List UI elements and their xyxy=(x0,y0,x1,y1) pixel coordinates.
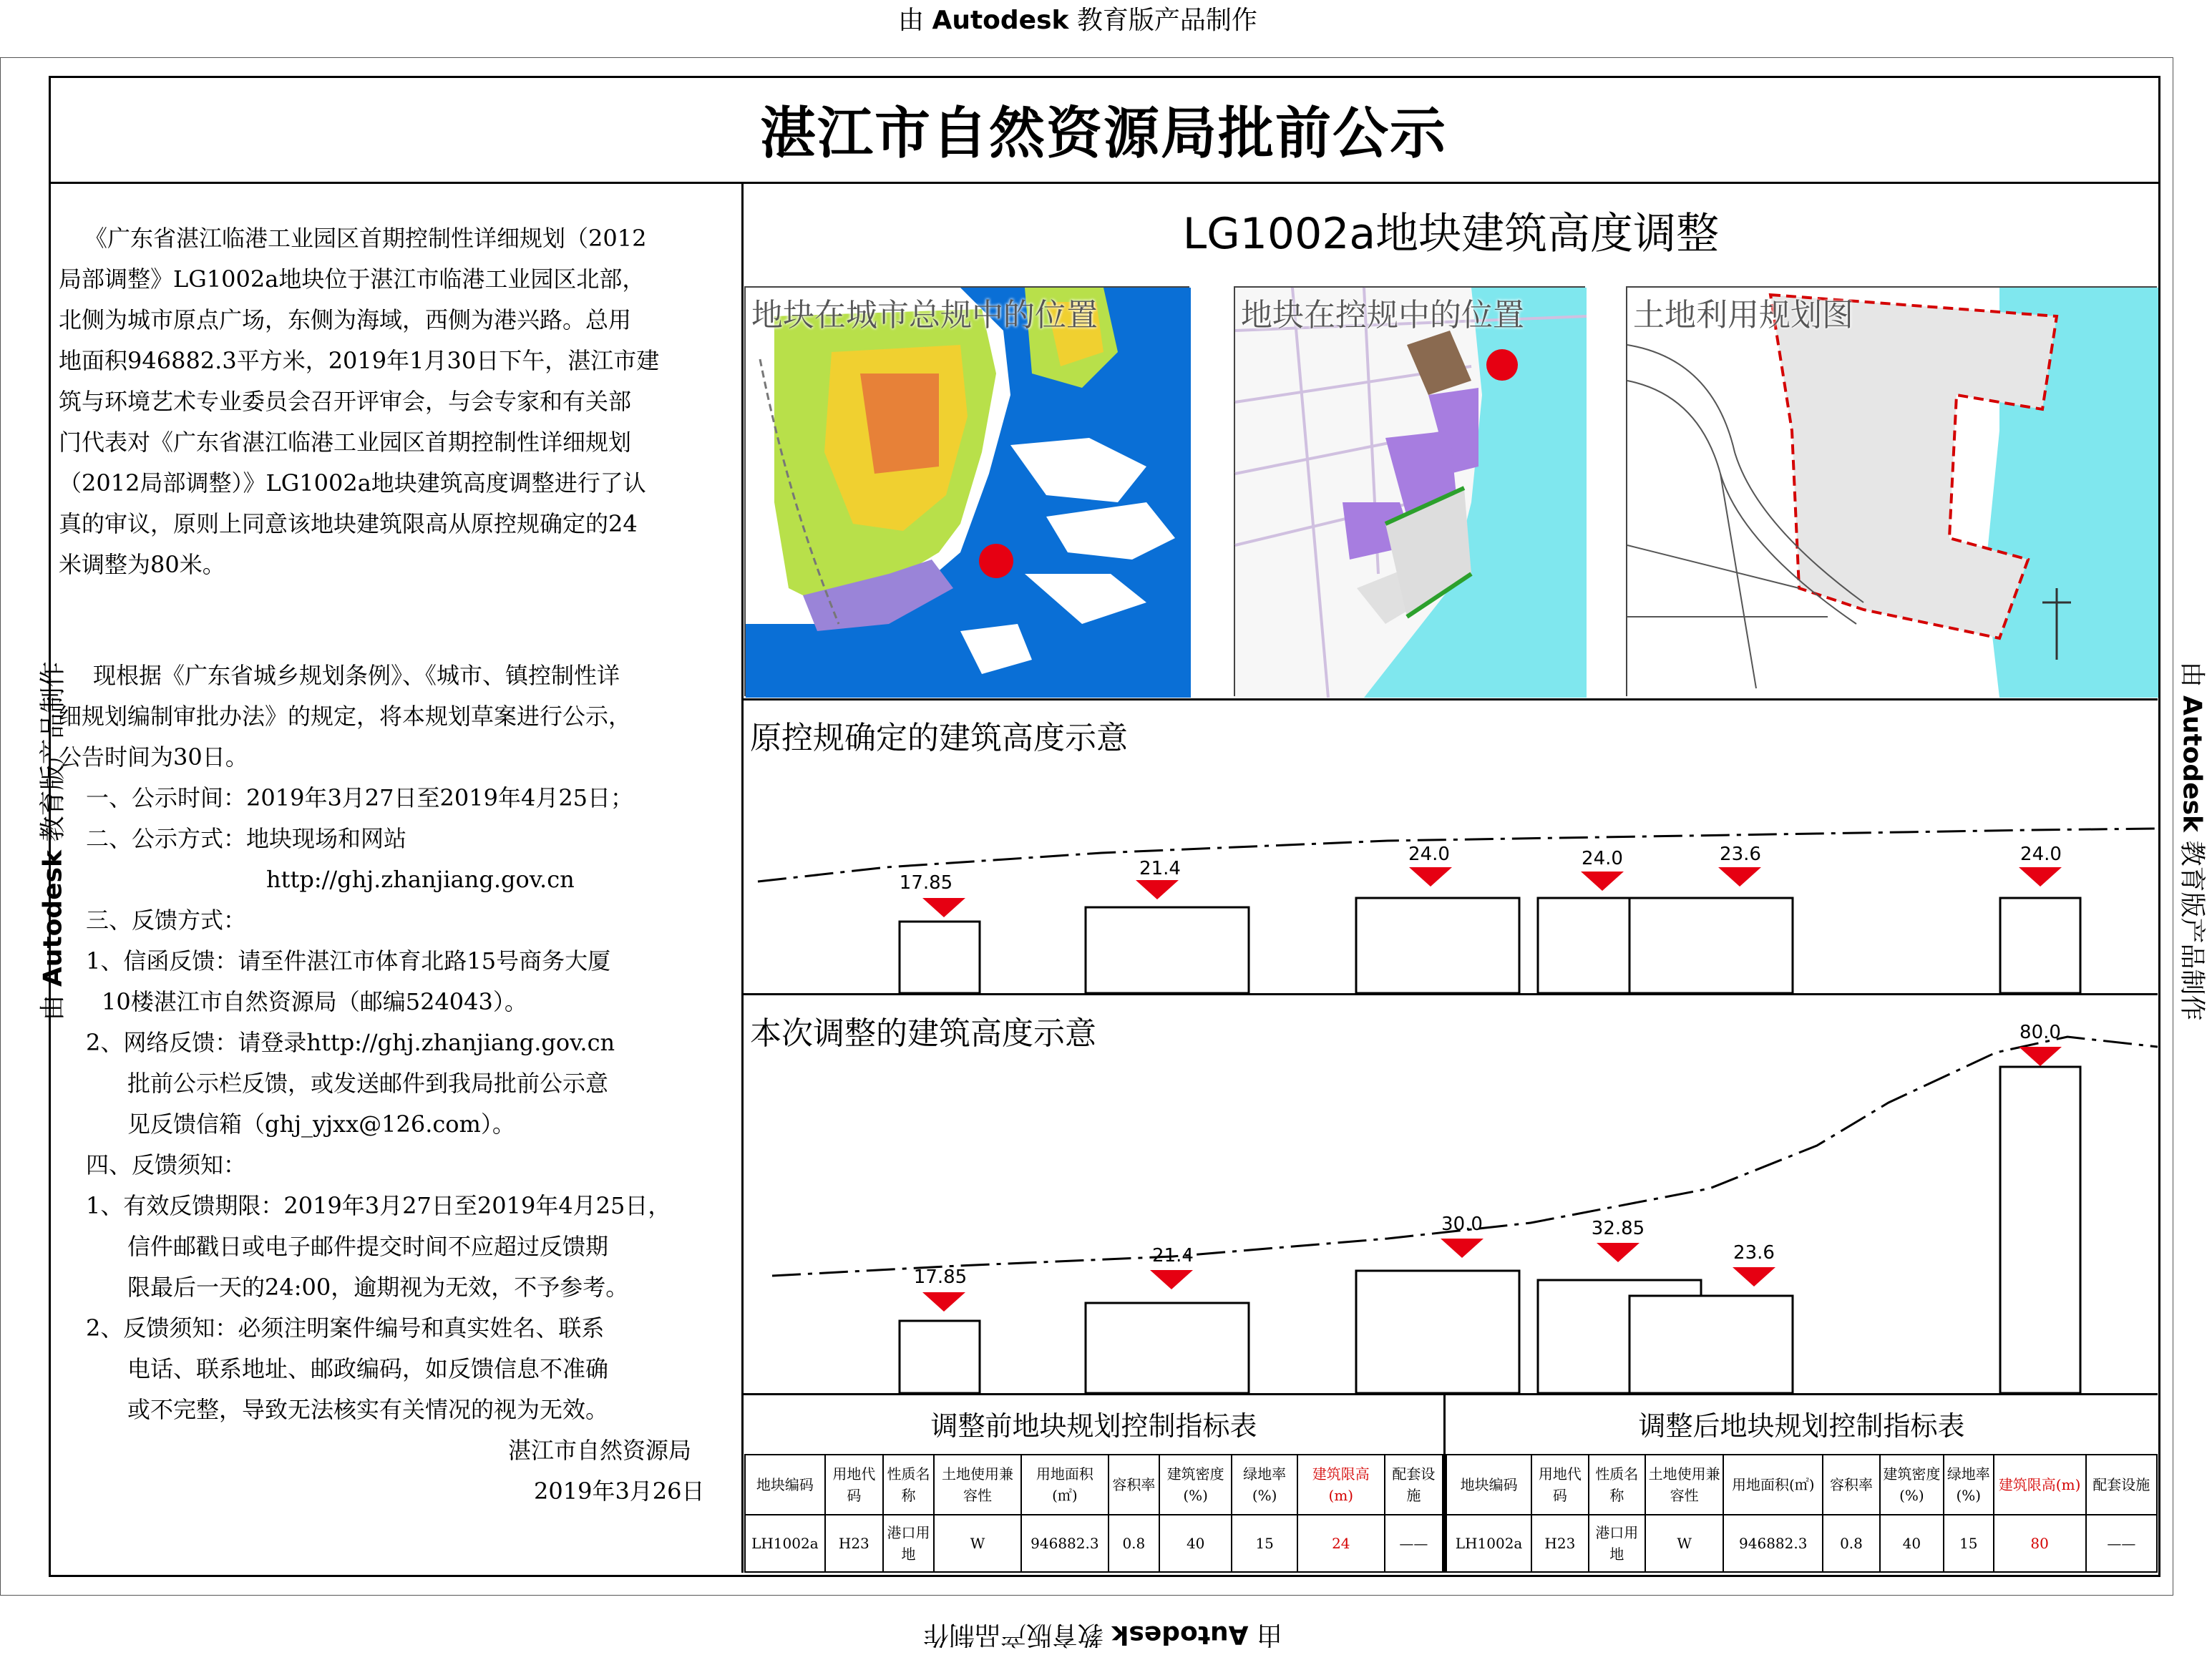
watermark-bottom: 由 Autodesk 教育版产品制作 xyxy=(923,1620,1282,1649)
notice-line: 现根据《广东省城乡规划条例》、《城市、镇控制性详 xyxy=(93,662,620,689)
building-block xyxy=(1629,1296,1793,1393)
table-header-cell: 用地代码 xyxy=(1531,1455,1588,1515)
notice-line: （2012局部调整）》LG1002a地块建筑高度调整进行了认 xyxy=(59,469,646,497)
notice-item: 2、反馈须知：必须注明案件编号和真实姓名、联系 xyxy=(86,1314,605,1342)
table-cell: 40 xyxy=(1159,1515,1232,1572)
height-marker-icon xyxy=(1409,867,1452,887)
panel-title: LG1002a地块建筑高度调整 xyxy=(1182,209,1720,259)
table-header-cell: 用地面积(㎡) xyxy=(1723,1455,1823,1515)
building-block xyxy=(1356,898,1519,993)
table-cell: H23 xyxy=(825,1515,883,1572)
notice-item: 限最后一天的24:00，逾期视为无效，不予参考。 xyxy=(127,1274,629,1301)
original-height-title: 原控规确定的建筑高度示意 xyxy=(750,720,1128,756)
watermark-right: 由 Autodesk 教育版产品制作 xyxy=(2177,661,2207,1021)
adjusted-height-title: 本次调整的建筑高度示意 xyxy=(750,1015,1096,1052)
table-cell: 15 xyxy=(1944,1515,1994,1572)
map-regulatory-plan xyxy=(1234,286,1585,696)
notice-line: 细规划编制审批办法》的规定，将本规划草案进行公示， xyxy=(59,703,632,730)
height-label: 17.85 xyxy=(913,1266,968,1288)
building-block xyxy=(1538,898,1629,993)
site-marker-icon xyxy=(979,544,1013,578)
notice-line: 筑与环境艺术专业委员会召开评审会，与会专家和有关部 xyxy=(59,388,632,415)
notice-item: 批前公示栏反馈，或发送邮件到我局批前公示意 xyxy=(127,1070,609,1097)
height-marker-icon xyxy=(2019,1047,2062,1066)
watermark-top: 由 Autodesk 教育版产品制作 xyxy=(898,6,1257,35)
table-cell: 946882.3 xyxy=(1021,1515,1109,1572)
table-cell: 24 xyxy=(1297,1515,1385,1572)
notice-line: 北侧为城市原点广场，东侧为海域，西侧为港兴路。总用 xyxy=(59,306,632,333)
table-cell: 80 xyxy=(1994,1515,2086,1572)
watermark-left: 由 Autodesk 教育版产品制作 xyxy=(38,661,68,1021)
notice-line: 门代表对《广东省湛江临港工业园区首期控制性详细规划 xyxy=(59,429,632,456)
table-cell: —— xyxy=(2086,1515,2157,1572)
notice-item: 1、信函反馈：请至件湛江市体育北路15号商务大厦 xyxy=(86,947,611,975)
separator-maps xyxy=(744,698,2158,700)
notice-text-column xyxy=(50,182,741,1572)
table-header-cell: 容积率 xyxy=(1109,1455,1159,1515)
building-block xyxy=(2000,1067,2080,1393)
height-marker-icon xyxy=(1597,1243,1639,1262)
height-marker-icon xyxy=(1581,872,1624,891)
table-header-cell: 建筑限高(m) xyxy=(1994,1455,2086,1515)
building-block xyxy=(1086,1303,1249,1393)
table-header-cell: 用地面积(㎡) xyxy=(1021,1455,1109,1515)
building-block xyxy=(1086,907,1249,993)
table-cell: 946882.3 xyxy=(1723,1515,1823,1572)
table-cell: LH1002a xyxy=(1446,1515,1531,1572)
height-marker-icon xyxy=(1441,1239,1483,1258)
skyline-line xyxy=(758,829,2158,882)
building-block xyxy=(1356,1271,1519,1393)
height-label: 21.4 xyxy=(1139,858,1181,879)
table-header-cell: 绿地率(%) xyxy=(1232,1455,1297,1515)
table-cell: W xyxy=(1645,1515,1723,1572)
map-land-use-plan xyxy=(1626,286,2157,696)
map-land-use-graphic xyxy=(1627,288,2158,698)
map-regulatory-graphic xyxy=(1235,288,1587,698)
notice-item: 见反馈信箱（ghj_yjxx@126.com）。 xyxy=(127,1110,515,1138)
notice-line: 米调整为80米。 xyxy=(59,551,225,578)
notice-item: 信件邮戳日或电子邮件提交时间不应超过反馈期 xyxy=(127,1233,609,1260)
notice-item: 1、有效反馈期限：2019年3月27日至2019年4月25日， xyxy=(86,1192,671,1219)
table-header-cell: 土地使用兼容性 xyxy=(1645,1455,1723,1515)
map-city-graphic xyxy=(746,288,1191,698)
adjusted-height-diagram xyxy=(744,995,2158,1393)
table-header-cell: 土地使用兼容性 xyxy=(934,1455,1021,1515)
map3-label: 土地利用规划图 xyxy=(1633,297,1853,333)
table-header-cell: 配套设施 xyxy=(2086,1455,2157,1515)
height-marker-icon xyxy=(1150,1270,1193,1289)
table-header-cell: 建筑密度(%) xyxy=(1159,1455,1232,1515)
map1-label: 地块在城市总规中的位置 xyxy=(751,297,1098,333)
notice-item: 一、公示时间：2019年3月27日至2019年4月25日； xyxy=(86,784,634,811)
height-label: 24.0 xyxy=(1582,848,1623,869)
table-cell: 0.8 xyxy=(1109,1515,1159,1572)
notice-line: 真的审议，原则上同意该地块建筑限高从原控规确定的24 xyxy=(59,510,638,537)
site-marker-icon xyxy=(1486,349,1518,381)
notice-item: 10楼湛江市自然资源局（邮编524043）。 xyxy=(102,988,527,1015)
building-block xyxy=(900,922,980,993)
table-cell: 0.8 xyxy=(1823,1515,1879,1572)
table-header-cell: 性质名称 xyxy=(1589,1455,1645,1515)
height-marker-icon xyxy=(1136,880,1179,899)
table-cell: H23 xyxy=(1531,1515,1588,1572)
height-marker-icon xyxy=(1733,1267,1775,1287)
table-header-cell: 地块编码 xyxy=(1446,1455,1531,1515)
notice-item: 电话、联系地址、邮政编码，如反馈信息不准确 xyxy=(127,1355,609,1382)
table-header-cell: 建筑限高(m) xyxy=(1297,1455,1385,1515)
original-height-diagram xyxy=(744,701,2158,993)
signature: 湛江市自然资源局 xyxy=(508,1437,692,1464)
table-cell: 15 xyxy=(1232,1515,1297,1572)
notice-line: 局部调整》LG1002a地块位于湛江市临港工业园区北部， xyxy=(59,265,645,293)
height-marker-icon xyxy=(922,898,965,917)
notice-line: 公告时间为30日。 xyxy=(59,743,248,771)
notice-item: 2、网络反馈：请登录http://ghj.zhanjiang.gov.cn xyxy=(86,1029,615,1056)
table-header-cell: 用地代码 xyxy=(825,1455,883,1515)
height-label: 30.0 xyxy=(1441,1214,1483,1235)
map2-label: 地块在控规中的位置 xyxy=(1241,297,1524,333)
table-cell: —— xyxy=(1385,1515,1443,1572)
table-header-cell: 配套设施 xyxy=(1385,1455,1443,1515)
notice-item: 二、公示方式：地块现场和网站 xyxy=(86,825,407,852)
table-after-title: 调整后地块规划控制指标表 xyxy=(1638,1410,1965,1442)
table-header-cell: 地块编码 xyxy=(745,1455,825,1515)
height-marker-icon xyxy=(922,1292,965,1312)
notice-line: 《广东省湛江临港工业园区首期控制性详细规划（2012 xyxy=(84,225,647,252)
table-header-cell: 绿地率(%) xyxy=(1944,1455,1994,1515)
table-header-cell: 建筑密度(%) xyxy=(1880,1455,1944,1515)
table-cell: 港口用地 xyxy=(883,1515,934,1572)
notice-item: 或不完整，导致无法核实有关情况的视为无效。 xyxy=(127,1396,609,1423)
notice-line: 地面积946882.3平方米，2019年1月30日下午，湛江市建 xyxy=(59,347,660,374)
table-before-title: 调整前地块规划控制指标表 xyxy=(930,1410,1257,1442)
building-block xyxy=(1629,898,1793,993)
table-header-cell: 性质名称 xyxy=(883,1455,934,1515)
table-cell: LH1002a xyxy=(745,1515,825,1572)
page-title: 湛江市自然资源局批前公示 xyxy=(49,76,2158,184)
signature-date: 2019年3月26日 xyxy=(534,1478,705,1505)
table-header-cell: 容积率 xyxy=(1823,1455,1879,1515)
website-link[interactable]: http://ghj.zhanjiang.gov.cn xyxy=(266,866,575,893)
table-cell: W xyxy=(934,1515,1021,1572)
table-before xyxy=(744,1454,1443,1573)
height-label: 24.0 xyxy=(1408,844,1450,865)
table-after xyxy=(1446,1454,2158,1573)
map-city-master-plan xyxy=(744,286,1189,696)
height-label: 17.85 xyxy=(899,872,953,894)
height-label: 21.4 xyxy=(1152,1245,1194,1266)
height-label: 23.6 xyxy=(1733,1242,1775,1264)
notice-item: 三、反馈方式： xyxy=(86,907,247,934)
table-cell: 港口用地 xyxy=(1589,1515,1645,1572)
notice-item: 四、反馈须知： xyxy=(86,1151,247,1178)
building-block xyxy=(2000,898,2080,993)
building-block xyxy=(900,1321,980,1393)
height-label: 32.85 xyxy=(1591,1218,1645,1239)
height-marker-icon xyxy=(1718,867,1761,887)
height-marker-icon xyxy=(2019,867,2062,887)
height-label: 80.0 xyxy=(2019,1022,2061,1043)
height-label: 23.6 xyxy=(1720,844,1761,865)
table-cell: 40 xyxy=(1880,1515,1944,1572)
height-label: 24.0 xyxy=(2020,844,2062,865)
